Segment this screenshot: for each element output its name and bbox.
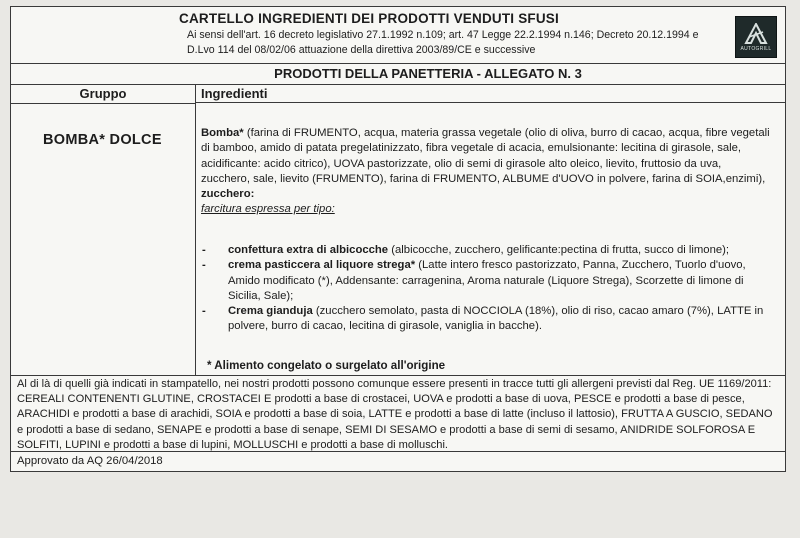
approval-line: Approvato da AQ 26/04/2018 [17, 455, 163, 467]
legal-reference [187, 28, 707, 58]
column-header-group: Gruppo [11, 85, 196, 104]
filling-name: confettura extra di albicocche [228, 244, 389, 256]
ingredients-cell [196, 104, 785, 376]
legal-line-1: Ai sensi dell'art. 16 decreto legislativo 27.1.1992 n.109; art. 47 Legge 22.2.1994 n.146; Decreto 20.12.1994 e [187, 29, 699, 41]
column-header-ingredients: Ingredienti [196, 85, 785, 103]
product-group-name: BOMBA* DOLCE [43, 132, 162, 148]
filling-name: Crema gianduja [228, 305, 313, 318]
legal-line-2: D.Lvo 114 del 08/02/06 attuazione della direttiva 2003/89/CE e successive [187, 44, 536, 56]
filling-name: crema pasticcera al liquore strega* [228, 259, 416, 272]
list-dash: - [202, 244, 206, 256]
sign-header [11, 7, 785, 64]
list-item [202, 258, 776, 304]
section-subtitle: PRODOTTI DELLA PANETTERIA - ALLEGATO N. 3 [11, 63, 785, 85]
frozen-note: * Alimento congelato o surgelato all'origine [207, 359, 446, 372]
group-cell [11, 104, 196, 376]
list-item [202, 243, 776, 258]
product-name: Bomba* [201, 127, 244, 139]
ingredients-sign [10, 6, 786, 472]
sign-title: CARTELLO INGREDIENTI DEI PRODOTTI VENDUTI SFUSI [179, 11, 559, 26]
brand-logo [735, 16, 777, 58]
sugar-label: zucchero: [201, 188, 255, 201]
filling-list [202, 243, 776, 335]
logo-text: AUTOGRILL [740, 45, 772, 52]
filling-detail: (albicocche, zucchero, gelificante:pectina di frutta, succo di limone); [388, 244, 730, 256]
filling-detail: (Latte intero fresco pastorizzato, Panna, Zucchero, Tuorlo d'uovo, Amido modificato (*), Addensante: carragenina, Aroma naturale (Liquore Strega), Scorzette di limone di Sicilia, Sale); [228, 259, 746, 302]
main-ingredients [201, 126, 771, 218]
filling-heading: farcitura espressa per tipo: [201, 203, 335, 216]
allergen-statement: Al di là di quelli già indicati in stampatello, nei nostri prodotti possono comunque essere presenti in tracce tutti gli allergeni previsti dal Reg. UE 1169/2011: CEREALI CONTENENTI GLUTINE, CROSTACEI E prodotti a base di crostacei, UOVA e prodotti a base di uova, PESCE e prodotti a base di pesce, ARACHIDI e prodotti a base di arachidi, SOIA e prodotti a base di soia, LATTE e prodotti a base di latte (incluso il lattosio), FRUTTA A GUSCIO, SEDANO e prodotti a base di sedano, SENAPE e prodotti a base di senape, SEMI DI SESAMO e prodotti a base di semi di sesamo, ANIDRIDE SOLFOROSA E SOLFITI, LUPINI e prodotti a base di lupini, MOLLUSCHI e prodotti a base di molluschi. [11, 376, 785, 452]
list-dash: - [202, 305, 206, 318]
list-dash: - [202, 259, 206, 272]
filling-detail: (zucchero semolato, pasta di NOCCIOLA (18%), olio di riso, cacao amaro (7%), LATTE in polvere, burro di cacao, lecitina di girasole, vaniglia in bacche). [228, 305, 764, 333]
list-item [202, 304, 776, 335]
main-ingredients-text: (farina di FRUMENTO, acqua, materia grassa vegetale (olio di oliva, burro di cacao, acqua, fibre vegetali di bamboo, amido di patata pregelatinizzato, fibra vegetale di acacia, emulsionante: lecitina di girasole, sale, acidificante: acido citrico), UOVA pastorizzate, olio di semi di girasole alto oleico, lievito, fruttosio da uva, zucchero, sale, lievito (FRUMENTO), farina di FRUMENTO, ALBUME d'UOVO in polvere, farina di SOIA,enzimi), [201, 127, 770, 185]
stylized-a-logo-icon [744, 23, 768, 45]
